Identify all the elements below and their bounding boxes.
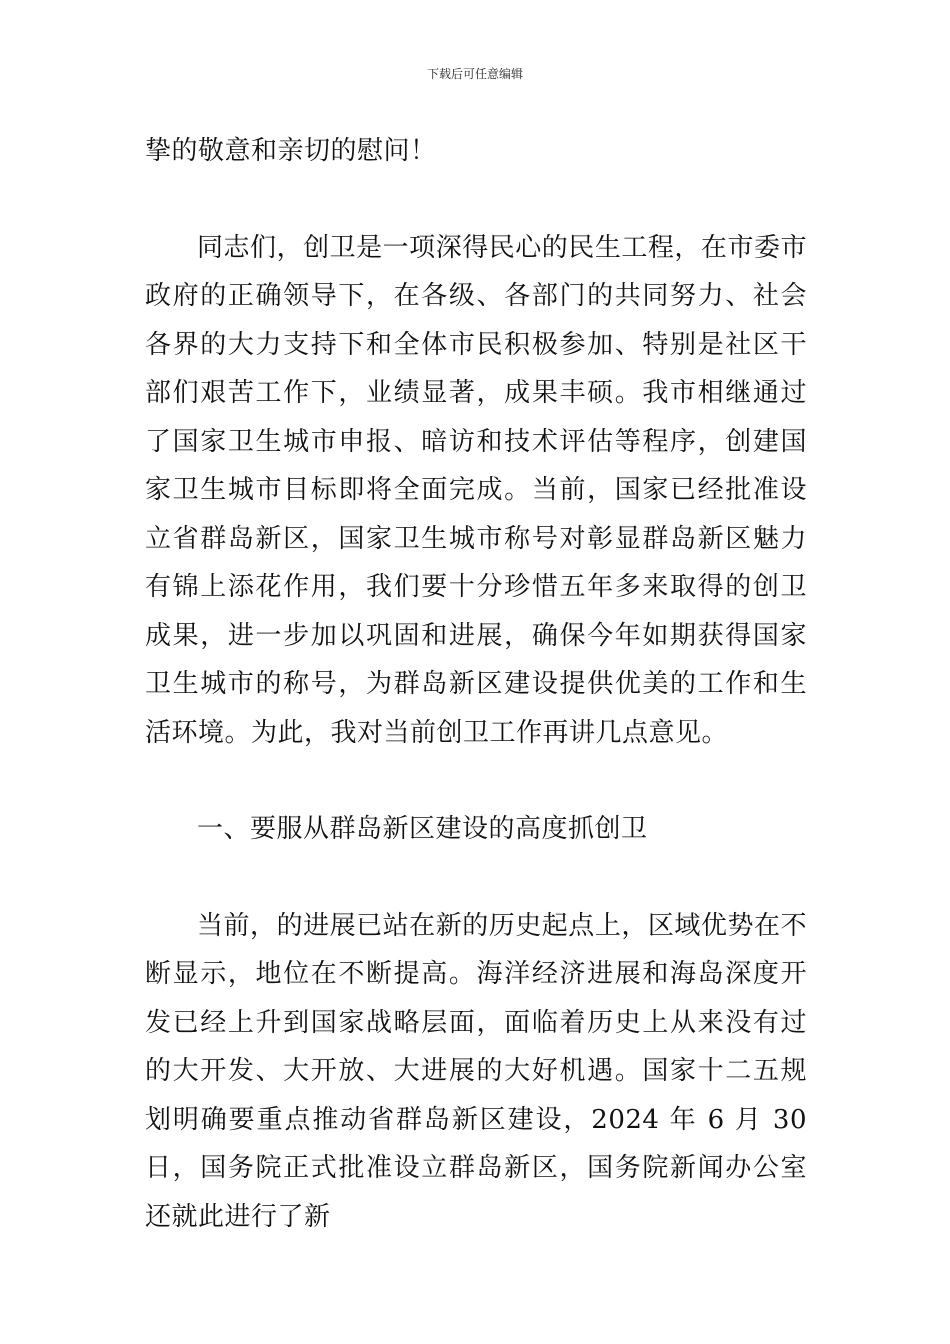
paragraph-current: 当前，的进展已站在新的历史起点上，区域优势在不断显示，地位在不断提高。海洋经济进展和海岛深度开发已经上升到国家战略层面，面临着历史上从来没有过的大开发、大开放、大进展的大好机遇。国家十二五规划明确要重点推动省群岛新区建设，2024 年 6 月 30 日，国务院正式批准设立群岛新区，国务院新闻办公室还就此进行了新 [145,910,807,1232]
document-body [145,127,807,1241]
paragraph-continued: 挚的敬意和亲切的慰问！ [145,136,437,166]
page-header-note: 下载后可任意编辑 [426,67,523,81]
paragraph-gap [145,176,807,224]
paragraph-gap [145,854,807,902]
paragraph-gap [145,757,807,805]
section-heading: 一、要服从群岛新区建设的高度抓创卫 [197,814,648,844]
paragraph-comrades: 同志们，创卫是一项深得民心的民生工程，在市委市政府的正确领导下，在各级、各部门的共同努力、社会各界的大力支持下和全体市民积极参加、特别是社区干部们艰苦工作下，业绩显著，成果丰硕。我市相继通过了国家卫生城市申报、暗访和技术评估等程序，创建国家卫生城市目标即将全面完成。当前，国家已经批准设立省群岛新区，国家卫生城市称号对彰显群岛新区魅力有锦上添花作用，我们要十分珍惜五年多来取得的创卫成果，进一步加以巩固和进展，确保今年如期获得国家卫生城市的称号，为群岛新区建设提供优美的工作和生活环境。为此，我对当前创卫工作再讲几点意见。 [145,232,807,748]
